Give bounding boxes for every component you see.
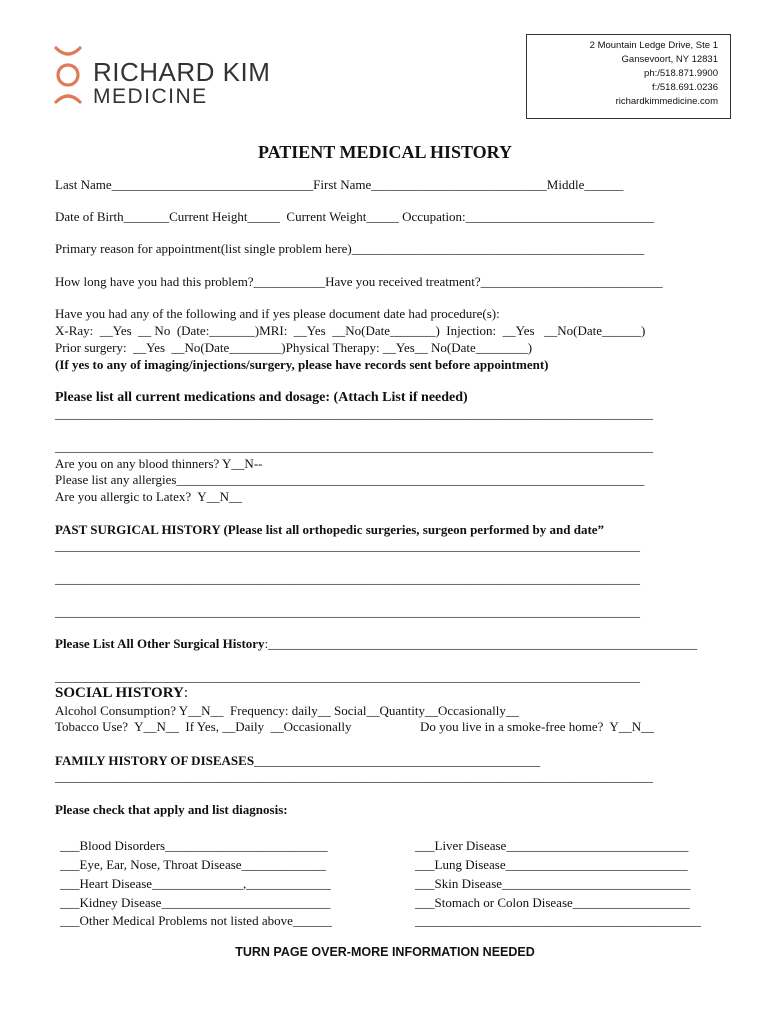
clinic-logo-icon <box>52 44 84 106</box>
family-history-blank[interactable]: ____________________________________________ <box>254 753 541 768</box>
family-history-blank-2[interactable]: ____________________________________________________________________________________________ <box>55 769 653 784</box>
name-field-line[interactable]: Last Name_______________________________First Name___________________________Middle______ <box>55 177 624 192</box>
address-website: richardkimmedicine.com <box>615 96 718 107</box>
social-history-heading <box>55 684 188 702</box>
smoke-free-line[interactable]: Do you live in a smoke-free home? Y__N__ <box>420 719 655 734</box>
prior-surgery-line[interactable]: Prior surgery: __Yes __No(Date________)Physical Therapy: __Yes__ No(Date________) <box>55 340 533 355</box>
diagnosis-eent[interactable]: ___Eye, Ear, Nose, Throat Disease_____________ <box>60 857 327 872</box>
check-apply-heading: Please check that apply and list diagnosis: <box>55 802 288 817</box>
other-surgical-blank[interactable]: :__________________________________________________________________ <box>264 636 698 651</box>
other-surgical-blank-2[interactable]: __________________________________________________________________________________________ <box>55 669 640 684</box>
social-heading-text: SOCIAL HISTORY <box>55 685 184 701</box>
address-fax: f:/518.691.0236 <box>651 82 718 93</box>
problem-duration-line[interactable]: How long have you had this problem?___________Have you received treatment?____________________________ <box>55 274 663 289</box>
diagnosis-kidney[interactable]: ___Kidney Disease__________________________ <box>60 895 331 910</box>
imaging-line[interactable]: X-Ray: __Yes __ No (Date:_______)MRI: __Yes __No(Date_______) Injection: __Yes __No(Date______) <box>55 323 646 338</box>
diagnosis-heart[interactable]: ___Heart Disease______________,_____________ <box>60 876 331 891</box>
surgical-blank-1[interactable]: __________________________________________________________________________________________ <box>55 538 640 553</box>
alcohol-line[interactable]: Alcohol Consumption? Y__N__ Frequency: daily__ Social__Quantity__Occasionally__ <box>55 703 519 718</box>
allergies-line[interactable]: Please list any allergies________________________________________________________________________ <box>55 472 645 487</box>
medications-blank-2[interactable]: ____________________________________________________________________________________________ <box>55 439 653 454</box>
clinic-name-sub: MEDICINE <box>93 85 208 108</box>
medications-heading: Please list all current medications and dosage: (Attach List if needed) <box>55 390 468 405</box>
diagnosis-stomach[interactable]: ___Stomach or Colon Disease__________________ <box>415 895 690 910</box>
diagnosis-blood[interactable]: ___Blood Disorders_________________________ <box>60 838 328 853</box>
procedures-intro: Have you had any of the following and if yes please document date had procedure(s): <box>55 306 500 321</box>
address-line: 2 Mountain Ledge Drive, Ste 1 <box>589 40 718 51</box>
social-heading-colon: : <box>183 685 188 701</box>
diagnosis-skin[interactable]: ___Skin Disease_____________________________ <box>415 876 691 891</box>
surgical-blank-2[interactable]: __________________________________________________________________________________________ <box>55 571 640 586</box>
dob-height-weight-line[interactable]: Date of Birth_______Current Height_____ Current Weight_____ Occupation:_____________________________ <box>55 209 655 224</box>
footer-note: TURN PAGE OVER-MORE INFORMATION NEEDED <box>235 945 535 959</box>
address-phone: ph:/518.871.9900 <box>644 68 718 79</box>
diagnosis-liver[interactable]: ___Liver Disease____________________________ <box>415 838 689 853</box>
tobacco-line[interactable]: Tobacco Use? Y__N__ If Yes, __Daily __Occasionally <box>55 719 352 734</box>
surgical-blank-3[interactable]: __________________________________________________________________________________________ <box>55 604 640 619</box>
medications-blank-1[interactable]: ____________________________________________________________________________________________ <box>55 406 653 421</box>
diagnosis-blank[interactable]: ____________________________________________ <box>415 913 701 928</box>
family-history-line[interactable] <box>55 753 540 769</box>
family-history-heading: FAMILY HISTORY OF DISEASES <box>55 753 255 768</box>
records-note: (If yes to any of imaging/injections/surgery, please have records sent before appointment) <box>55 357 549 372</box>
page-title: PATIENT MEDICAL HISTORY <box>257 142 513 162</box>
past-surgical-heading: PAST SURGICAL HISTORY (Please list all orthopedic surgeries, surgeon performed by and date” <box>55 522 605 537</box>
diagnosis-other[interactable]: ___Other Medical Problems not listed above______ <box>60 913 332 928</box>
address-city: Gansevoort, NY 12831 <box>621 54 718 65</box>
blood-thinners-line[interactable]: Are you on any blood thinners? Y__N-- <box>55 456 263 471</box>
address-box <box>526 34 731 119</box>
diagnosis-lung[interactable]: ___Lung Disease____________________________ <box>415 857 688 872</box>
other-surgical-label: Please List All Other Surgical History <box>55 636 265 651</box>
other-surgical-line[interactable] <box>55 636 697 652</box>
latex-line[interactable]: Are you allergic to Latex? Y__N__ <box>55 489 242 504</box>
clinic-name: RICHARD KIM <box>93 57 271 87</box>
primary-reason-line[interactable]: Primary reason for appointment(list single problem here)_____________________________________________ <box>55 241 645 256</box>
